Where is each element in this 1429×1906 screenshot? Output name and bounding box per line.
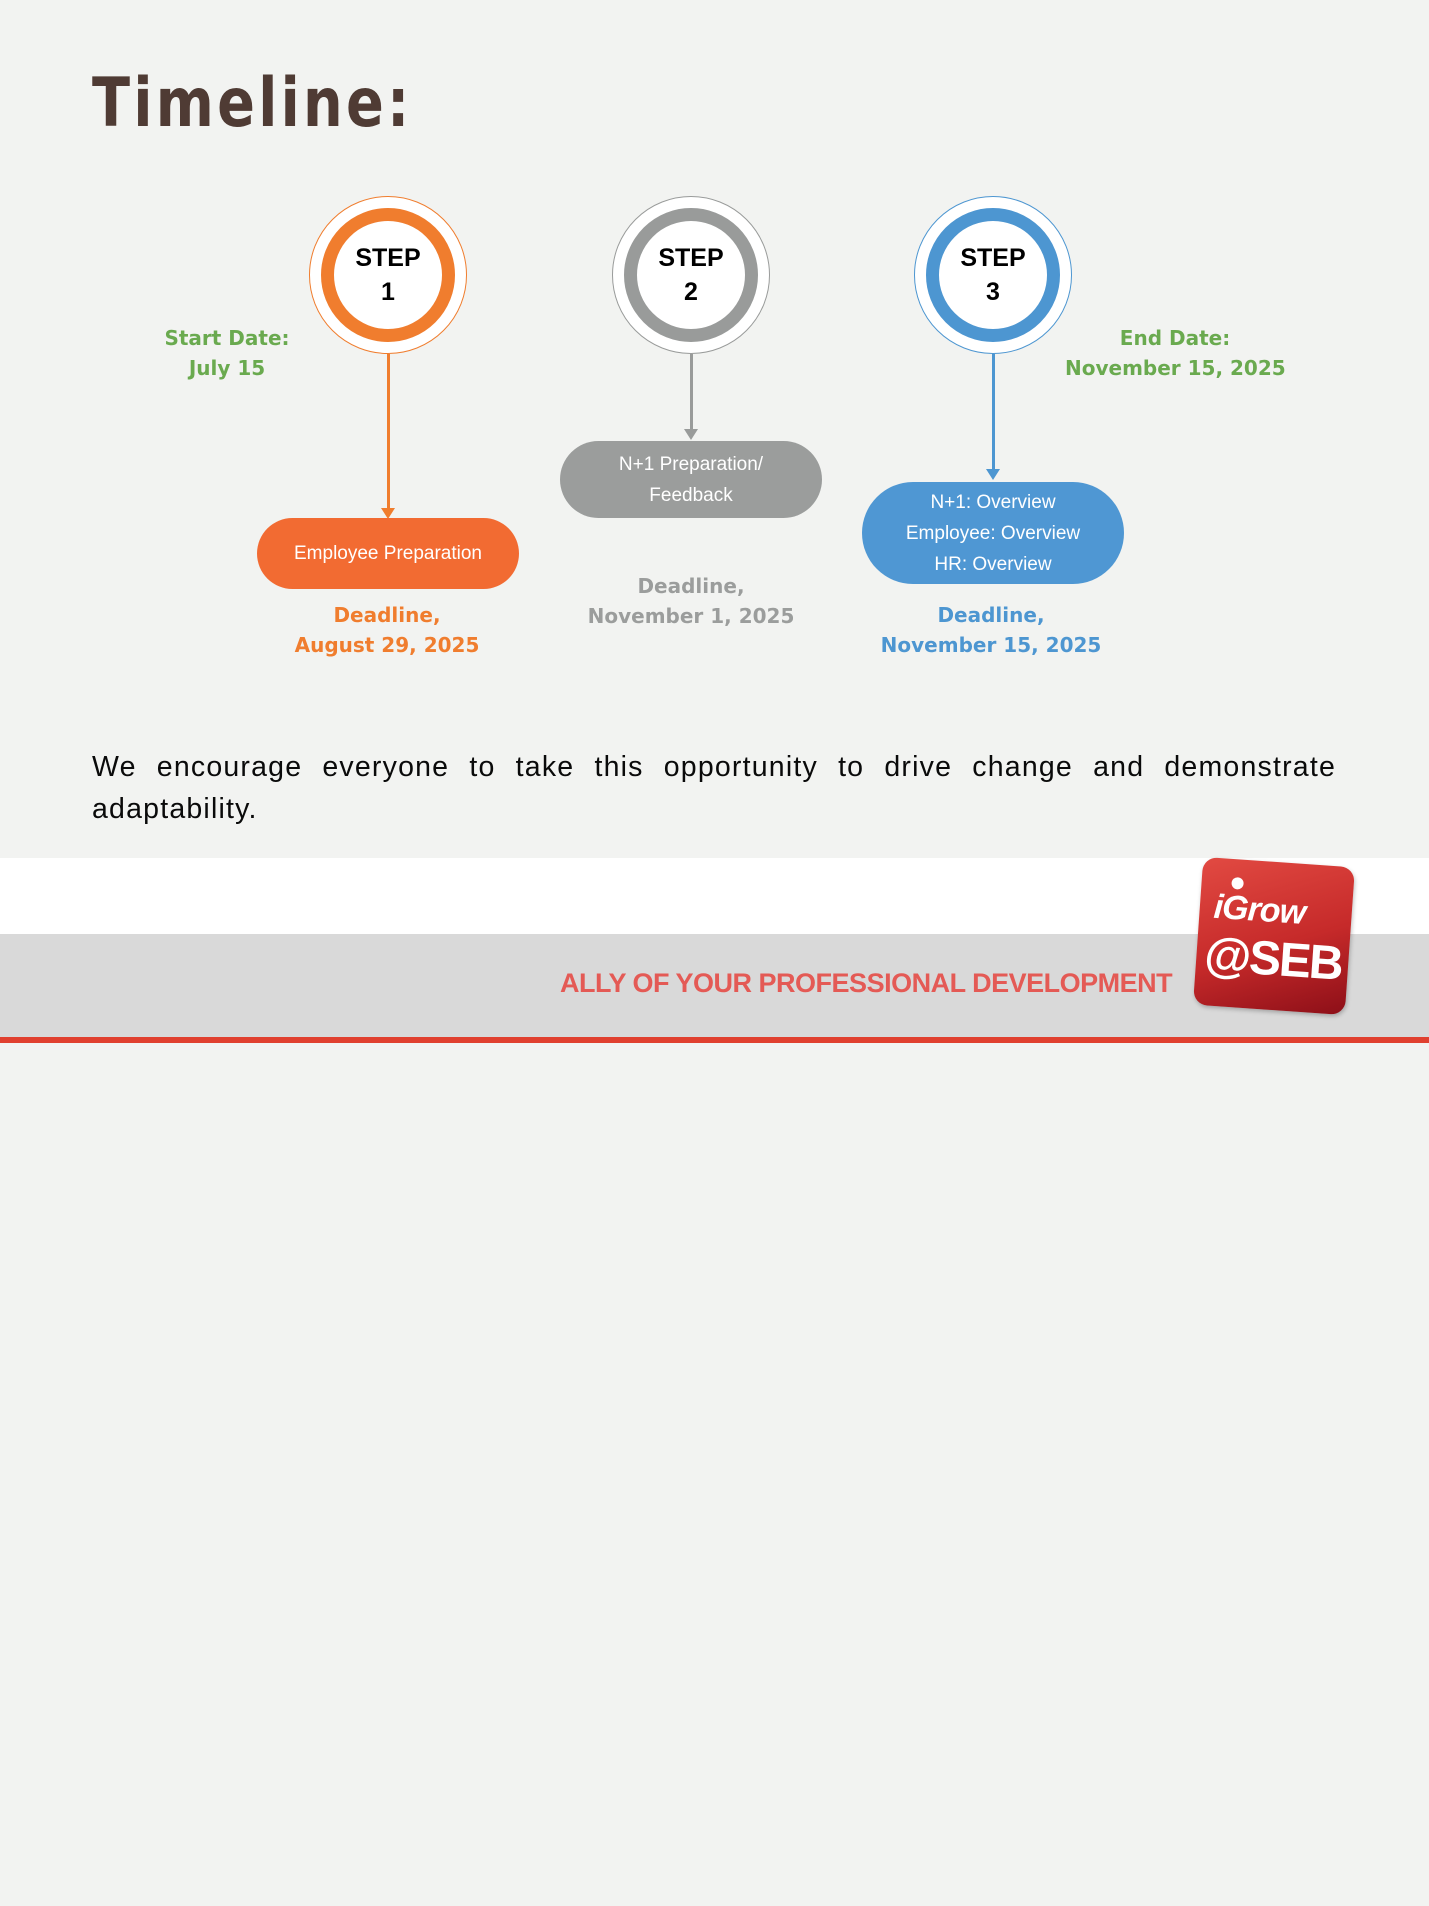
start-date-value: July 15 [188,356,266,380]
step-1-deadline-value: August 29, 2025 [294,633,480,657]
body-paragraph: We encourage everyone to take this opportunity to drive change and demonstrate adaptability. [92,751,1336,825]
step-2-number: 2 [684,278,698,306]
step-2-deadline [571,571,811,631]
step-3-pill-line-2: Employee: Overview [905,522,1081,544]
step-3-deadline-value: November 15, 2025 [880,633,1102,657]
end-date-caption: End Date: [1119,326,1231,350]
step-2-pill [560,441,822,518]
step-3-circle [914,196,1072,354]
step-1-deadline-caption: Deadline, [333,603,441,627]
step-3-deadline [869,600,1113,660]
footer-red-line [0,1037,1429,1043]
step-3-deadline-caption: Deadline, [937,603,1045,627]
logo-line-1: iGrow [1212,887,1307,933]
start-date-caption: Start Date: [164,326,290,350]
logo-line-2: @SEB [1202,928,1344,991]
step-2-word: STEP [658,244,724,272]
page-title: Timeline: [92,64,413,143]
step-1-pill-line: Employee Preparation [294,543,482,564]
step-1-number: 1 [381,278,395,306]
logo-person-icon [1231,877,1244,890]
step-3-connector [992,354,995,470]
step-3-ring [926,208,1060,342]
step-3-arrowhead [986,469,1000,480]
step-1-word: STEP [355,244,421,272]
step-2-circle [612,196,770,354]
step-2-arrowhead [684,429,698,440]
step-2-deadline-value: November 1, 2025 [587,604,795,628]
step-3-pill [862,482,1124,584]
step-2-ring [624,208,758,342]
step-2-pill-line-1: N+1 Preparation/ [618,453,764,475]
step-1-deadline [268,600,506,660]
step-3-number: 3 [986,278,1000,306]
end-date-label [1065,323,1285,383]
step-3-pill-line-3: HR: Overview [934,553,1052,575]
step-1-circle [309,196,467,354]
step-1-pill [257,518,519,589]
end-date-value: November 15, 2025 [1065,356,1286,380]
footer-banner [0,858,1429,1048]
step-1-connector [387,354,390,509]
step-1-ring [321,208,455,342]
start-date-label [152,323,302,383]
footer-tagline: ALLY OF YOUR PROFESSIONAL DEVELOPMENT [560,968,1173,998]
timeline-diagram [0,0,1429,700]
step-2-pill-line-2: Feedback [649,484,733,506]
step-2-connector [690,354,693,430]
step-2-deadline-caption: Deadline, [637,574,745,598]
igrow-seb-logo [1193,857,1355,1015]
step-3-pill-line-1: N+1: Overview [930,491,1056,513]
step-3-word: STEP [960,244,1026,272]
